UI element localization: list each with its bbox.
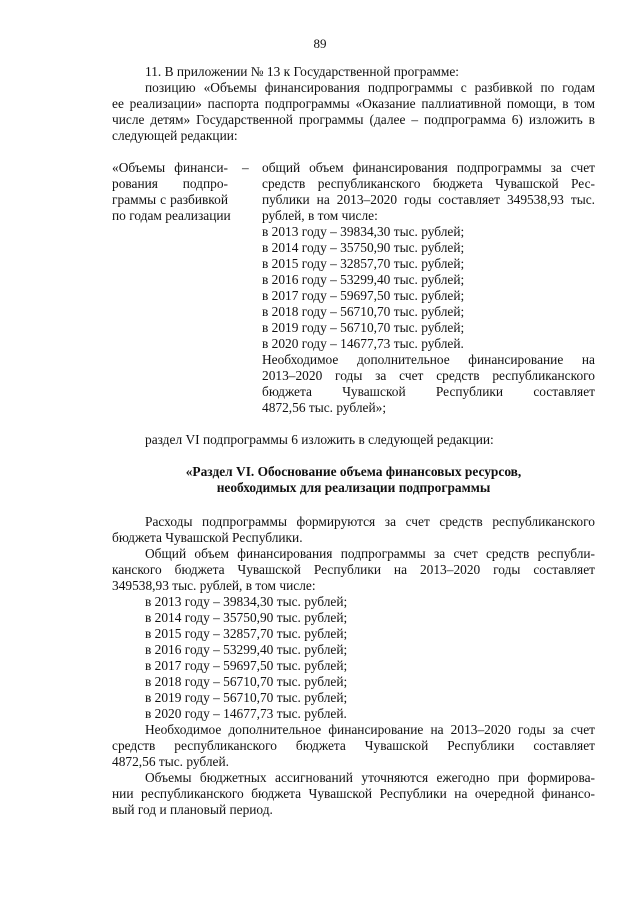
passport-label-line: рования подпро- bbox=[112, 176, 228, 191]
year-line: в 2014 году – 35750,90 тыс. рублей; bbox=[145, 610, 348, 625]
year-line: в 2016 году – 53299,40 тыс. рублей; bbox=[145, 642, 348, 657]
passport-additional-line: 2013–2020 годы за счет средств республиканского bbox=[262, 368, 595, 383]
passport-total-line: публики на 2013–2020 годы составляет 349538,93 тыс. bbox=[262, 192, 595, 207]
passport-year-line: в 2013 году – 39834,30 тыс. рублей; bbox=[262, 224, 465, 239]
passport-year-line: в 2019 году – 56710,70 тыс. рублей; bbox=[262, 320, 465, 335]
passport-total-line: общий объем финансирования подпрограммы за счет bbox=[262, 160, 595, 175]
passport-year-line: в 2017 году – 59697,50 тыс. рублей; bbox=[262, 288, 465, 303]
passport-label-line: «Объемы финанси- bbox=[112, 160, 228, 175]
paragraph-line: средств республиканского бюджета Чувашской Республики составляет bbox=[112, 738, 595, 753]
passport-year-line: в 2014 году – 35750,90 тыс. рублей; bbox=[262, 240, 465, 255]
passport-label-line: граммы с разбивкой bbox=[112, 192, 228, 207]
passport-total-line: рублей, в том числе: bbox=[262, 208, 378, 223]
intro-line: ее реализации» паспорта подпрограммы «Оказание паллиативной помощи, в том bbox=[112, 96, 595, 111]
year-line: в 2017 году – 59697,50 тыс. рублей; bbox=[145, 658, 348, 673]
section-intro: раздел VI подпрограммы 6 изложить в следующей редакции: bbox=[145, 432, 494, 447]
section-title-line: «Раздел VI. Обоснование объема финансовых ресурсов, bbox=[185, 464, 522, 479]
paragraph-line: 4872,56 тыс. рублей. bbox=[112, 754, 230, 769]
paragraph-line: 349538,93 тыс. рублей, в том числе: bbox=[112, 578, 316, 593]
passport-additional-line: Необходимое дополнительное финансирование на bbox=[262, 352, 595, 367]
passport-additional-line: бюджета Чувашской Республики составляет bbox=[262, 384, 595, 399]
year-line: в 2019 году – 56710,70 тыс. рублей; bbox=[145, 690, 348, 705]
paragraph-line: канского бюджета Чувашской Республики на 2013–2020 годы составляет bbox=[112, 562, 595, 577]
paragraph-line: бюджета Чувашской Республики. bbox=[112, 530, 303, 545]
year-line: в 2013 году – 39834,30 тыс. рублей; bbox=[145, 594, 348, 609]
paragraph-line: нии республиканского бюджета Чувашской Республики на очередной финансо- bbox=[112, 786, 595, 801]
paragraph-line: вый год и плановый период. bbox=[112, 802, 273, 817]
section-title-line: необходимых для реализации подпрограммы bbox=[216, 480, 491, 495]
intro-line: числе детям» Государственной программы (далее – подпрограмма 6) изложить в bbox=[112, 112, 595, 127]
page-number: 89 bbox=[313, 36, 327, 51]
paragraph-line: Расходы подпрограммы формируются за счет средств республиканского bbox=[145, 514, 595, 529]
paragraph-line: Общий объем финансирования подпрограммы за счет средств республи- bbox=[145, 546, 595, 561]
passport-additional-line: 4872,56 тыс. рублей»; bbox=[262, 400, 387, 415]
passport-year-line: в 2016 году – 53299,40 тыс. рублей; bbox=[262, 272, 465, 287]
intro-line: позицию «Объемы финансирования подпрограммы с разбивкой по годам bbox=[145, 80, 595, 95]
year-line: в 2020 году – 14677,73 тыс. рублей. bbox=[145, 706, 347, 721]
passport-total-line: средств республиканского бюджета Чувашской Рес- bbox=[262, 176, 595, 191]
passport-year-line: в 2018 году – 56710,70 тыс. рублей; bbox=[262, 304, 465, 319]
paragraph-line: Необходимое дополнительное финансирование на 2013–2020 годы за счет bbox=[145, 722, 595, 737]
passport-label-line: по годам реализации bbox=[112, 208, 231, 223]
passport-year-line: в 2020 году – 14677,73 тыс. рублей. bbox=[262, 336, 464, 351]
passport-year-line: в 2015 году – 32857,70 тыс. рублей; bbox=[262, 256, 465, 271]
year-line: в 2018 году – 56710,70 тыс. рублей; bbox=[145, 674, 348, 689]
paragraph-line: Объемы бюджетных ассигнований уточняются ежегодно при формирова- bbox=[145, 770, 595, 785]
year-line: в 2015 году – 32857,70 тыс. рублей; bbox=[145, 626, 348, 641]
intro-line: 11. В приложении № 13 к Государственной программе: bbox=[145, 64, 460, 79]
passport-dash: – bbox=[242, 160, 249, 175]
intro-line: следующей редакции: bbox=[112, 128, 238, 143]
